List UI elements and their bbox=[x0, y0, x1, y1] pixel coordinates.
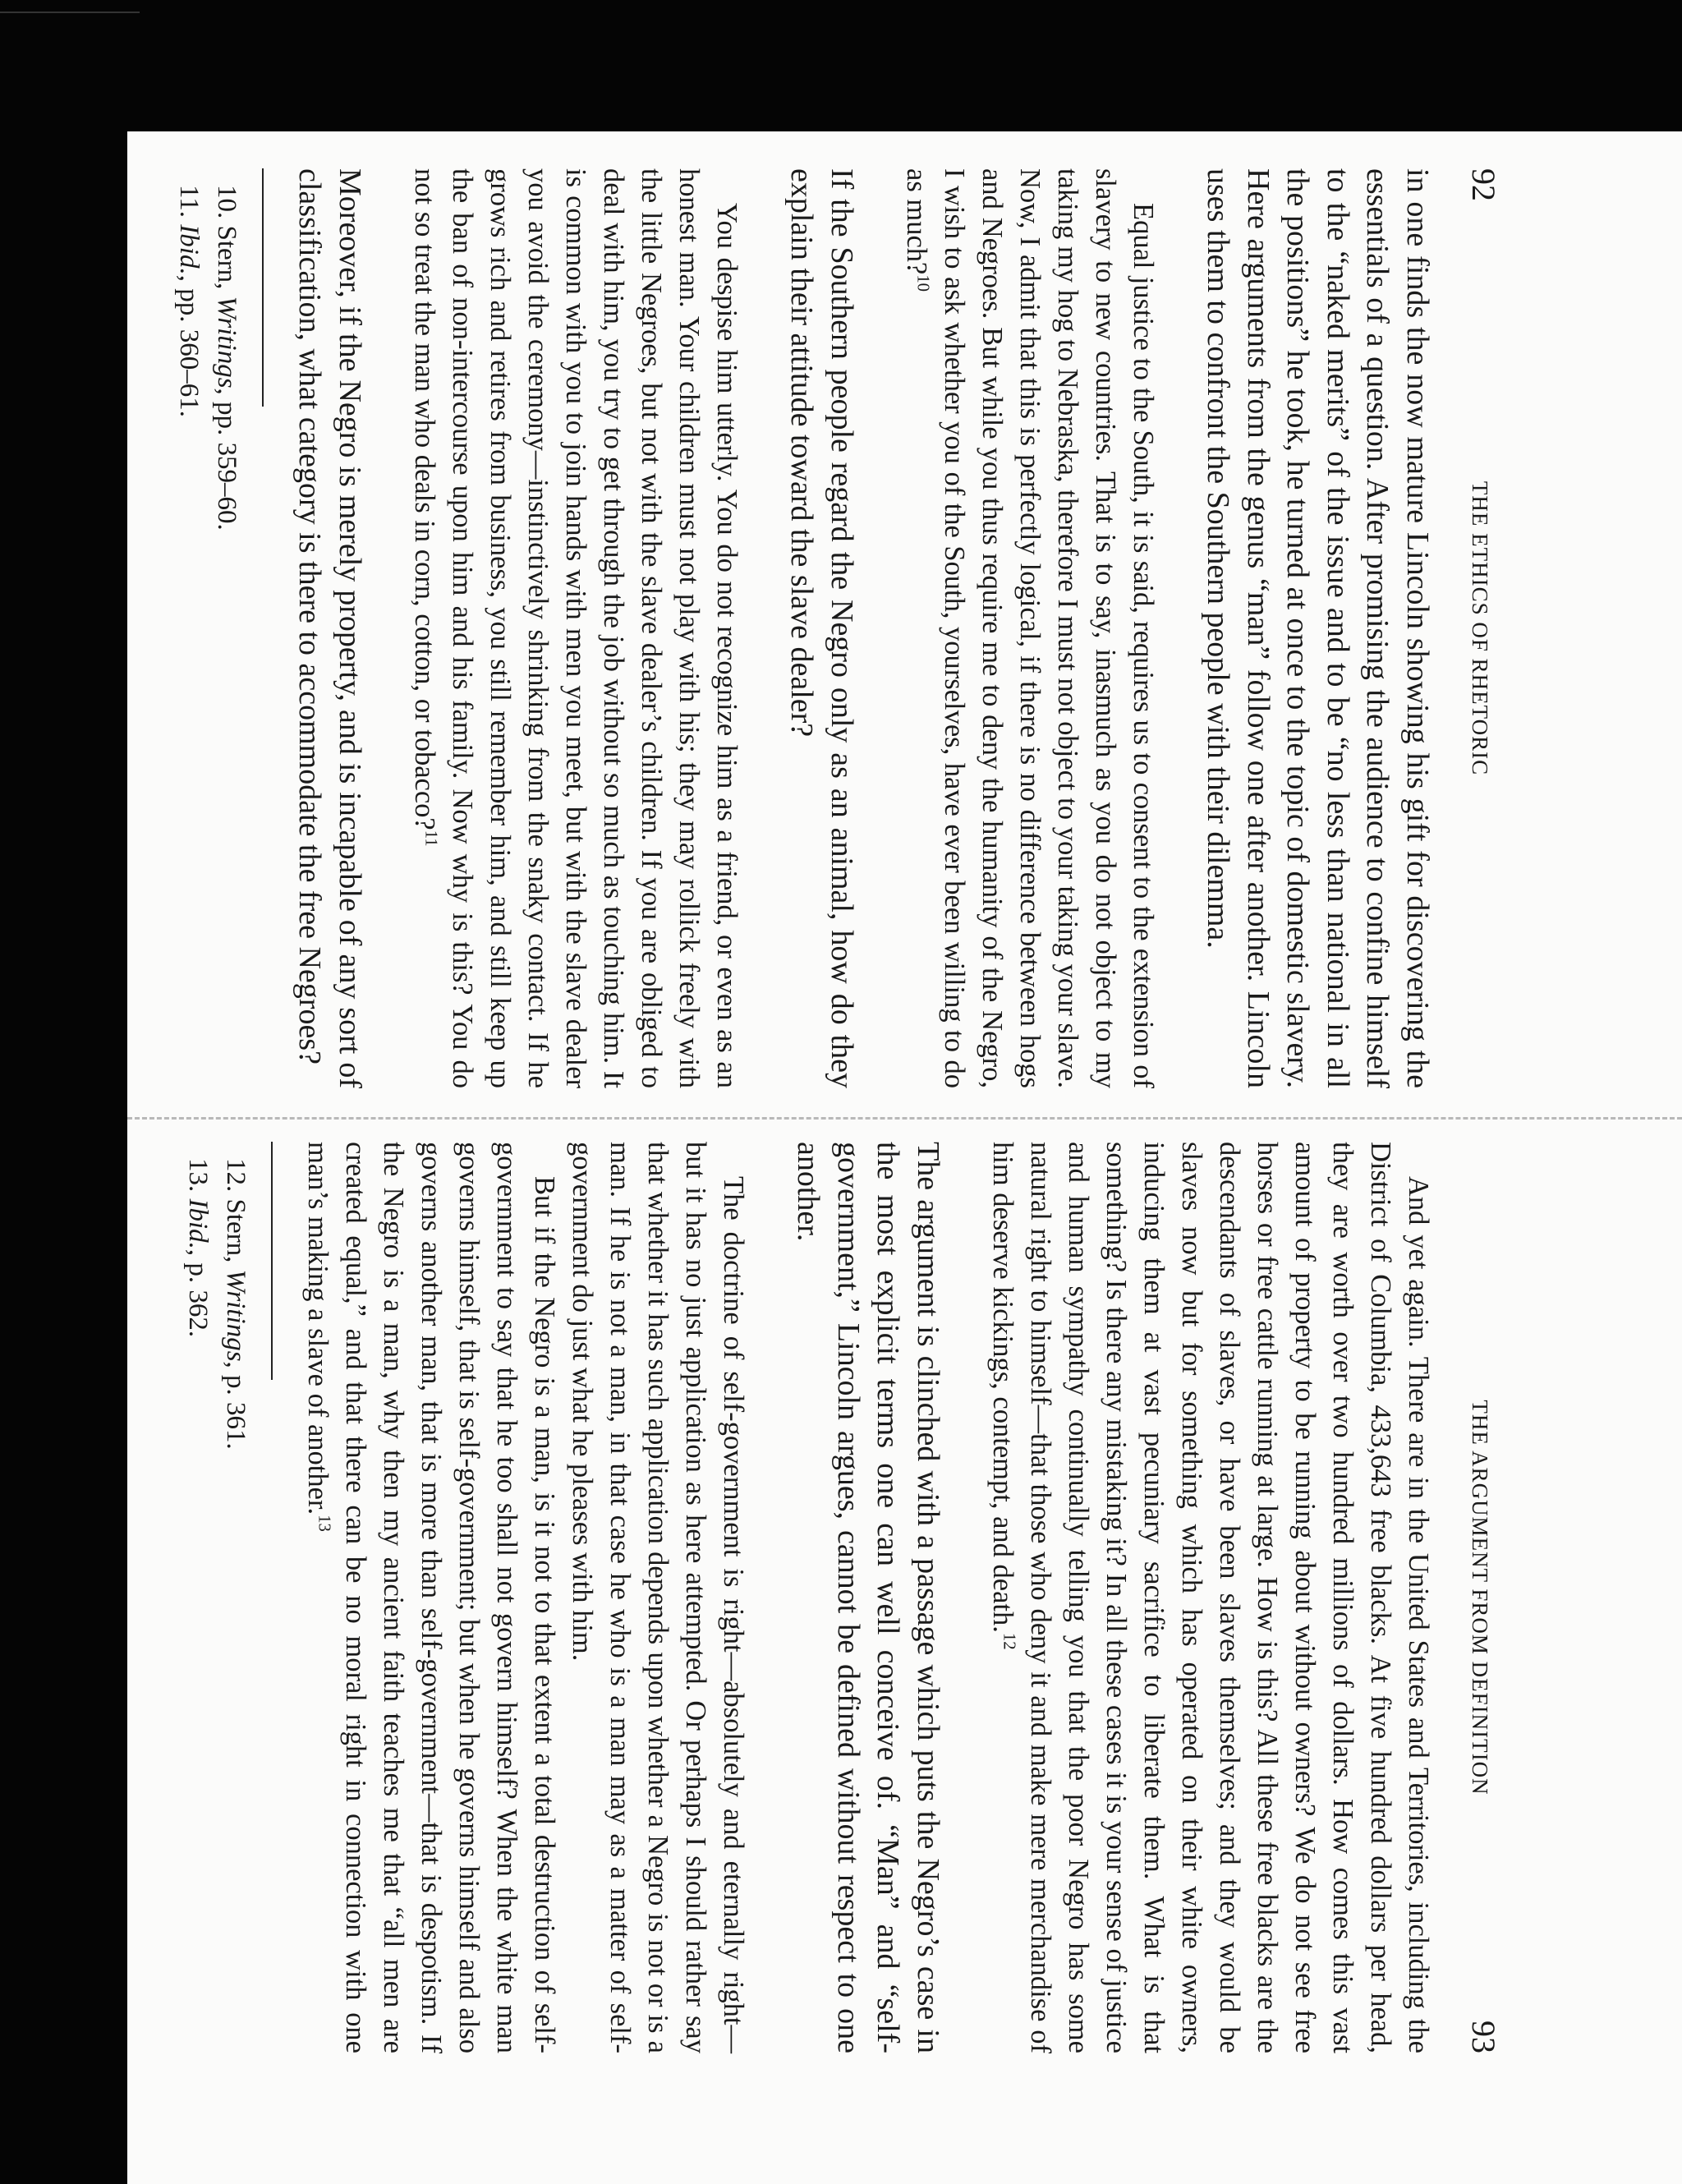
footnote-ref: 10 bbox=[913, 274, 932, 292]
block-quote bbox=[898, 168, 1162, 1088]
page-92 bbox=[174, 168, 1503, 1088]
body-paragraph: The argument is clinched with a passage which puts the Negro’s case in the most explicit terms one can well conceive of. “Man” and “self-government,” Lincoln argues, cannot be defined without respect to one another. bbox=[791, 1142, 945, 2053]
scan-border-top bbox=[0, 0, 1682, 131]
footnotes bbox=[170, 168, 246, 1088]
running-head: THE ETHICS OF RHETORIC bbox=[1468, 480, 1492, 776]
footnote: 12. Stern, Writings, p. 361. bbox=[221, 1158, 250, 1450]
quote-text: Equal justice to the South, it is said, requires us to consent to the extension of slavery to new countries. That is to say, inasmuch as you do not object to my taking my hog to Nebraska, therefore I must not object to your taking your slave. Now, I admit that this is perfectly logical, if there is no difference between hogs and Negroes. But while you thus require me to deny the humanity of the Negro, I wish to ask whether you of the South, yourselves, have ever been willing to do as much? bbox=[901, 168, 1159, 1088]
block-quote bbox=[984, 1142, 1437, 2053]
quote-text: And yet again. There are in the United States and Territories, including the District of Columbia, 433,643 free blacks. At five hundred dollars per head, they are worth over two hundred millions of dollars. How comes this vast amount of property to be running about without owners? We do not see free horses or free cattle running at large. How is this? All these free blacks are the descendants of slaves, or have been slaves themselves; and they would be slaves now but for something which has operated on their white owners, inducing them at vast pecuniary sacrifice to liberate them. What is that something? Is there any mistaking it? In all these cases it is your sense of justice and human sympathy continually telling you that the poor Negro has some natural right to himself—that those who deny it and make mere merchandise of him deserve kickings, contempt, and death. bbox=[987, 1142, 1434, 2053]
footnote-ref: 13 bbox=[315, 1515, 333, 1532]
footnote-ref: 11 bbox=[421, 830, 440, 847]
quote-text: You despise him utterly. You do not recognize him as a friend, or even as an honest man. Your children must not play with his; they may rollick freely with the little Negroes, but not with the slave dealer’s children. If you are obliged to deal with him, you try to get through the job without so much as touching him. It is common with you to join hands with men you meet, but with the slave dealer you avoid the ceremony—instinctively shrinking from the snaky contact. If he grows rich and retires from business, you still remember him, and still keep up the ban of non-intercourse upon him and his family. Now why is this? You do not so treat the man who deals in corn, cotton, or tobacco? bbox=[409, 168, 742, 1088]
page-number: 93 bbox=[1465, 2021, 1502, 2053]
footnotes bbox=[179, 1142, 255, 2053]
page-number: 92 bbox=[1465, 168, 1502, 201]
running-head: THE ARGUMENT FROM DEFINITION bbox=[1468, 1400, 1492, 1795]
block-quote bbox=[299, 1142, 752, 2053]
footnote: 11. Ibid., pp. 360–61. bbox=[174, 185, 204, 417]
quote-text: The doctrine of self-government is right—absolutely and eternally right—but it has no just application as here attempted. Or perhaps I should rather say that whether it has such application depends upon whether a Negro is not or is a man. If he is not a man, in that case he who is a man may as a matter of self-government do just what he pleases with him. bbox=[567, 1142, 749, 2053]
intro-paragraph: in one finds the now mature Lincoln showing his gift for discovering the essentials of a question. After promising the audience to confine himself to the “naked merits” of the issue and to be “no less than national in all the positions” he took, he turned at once to the topic of domestic slavery. Here arguments from the genus “man” follow one after another. Lincoln uses them to confront the Southern people with their dilemma. bbox=[1201, 168, 1435, 1088]
footnote: 10. Stern, Writings, pp. 359–60. bbox=[212, 185, 241, 531]
body-paragraph: If the Southern people regard the Negro only as an animal, how do they explain their attitude toward the slave dealer? bbox=[784, 168, 859, 1088]
footnote-rule bbox=[262, 168, 264, 407]
block-quote bbox=[406, 168, 746, 1088]
book-gutter bbox=[127, 1117, 1682, 1120]
quote-text: But if the Negro is a man, is it not to that extent a total destruction of self-government to say that he too shall not govern himself? When the white man governs himself, that is self-government; but when he governs himself and also governs another man, that is more than self-government—that is despotism. If the Negro is a man, why then my ancient faith teaches me that “all men are created equal,” and that there can be no moral right in connection with one man’s making a slave of another. bbox=[302, 1142, 560, 2053]
scan-edge-line bbox=[0, 11, 140, 13]
scan-border-left bbox=[0, 0, 127, 2184]
footnote-rule bbox=[271, 1142, 273, 1380]
body-paragraph: Moreover, if the Negro is merely property, and is incapable of any sort of classification, what category is there to accommodate the free Negroes? bbox=[292, 168, 367, 1088]
footnote-ref: 12 bbox=[1000, 1632, 1018, 1650]
page-header bbox=[1445, 168, 1503, 1088]
page-header bbox=[1445, 1142, 1503, 2053]
footnote: 13. Ibid., p. 362. bbox=[183, 1158, 213, 1338]
page-93 bbox=[183, 1142, 1503, 2053]
